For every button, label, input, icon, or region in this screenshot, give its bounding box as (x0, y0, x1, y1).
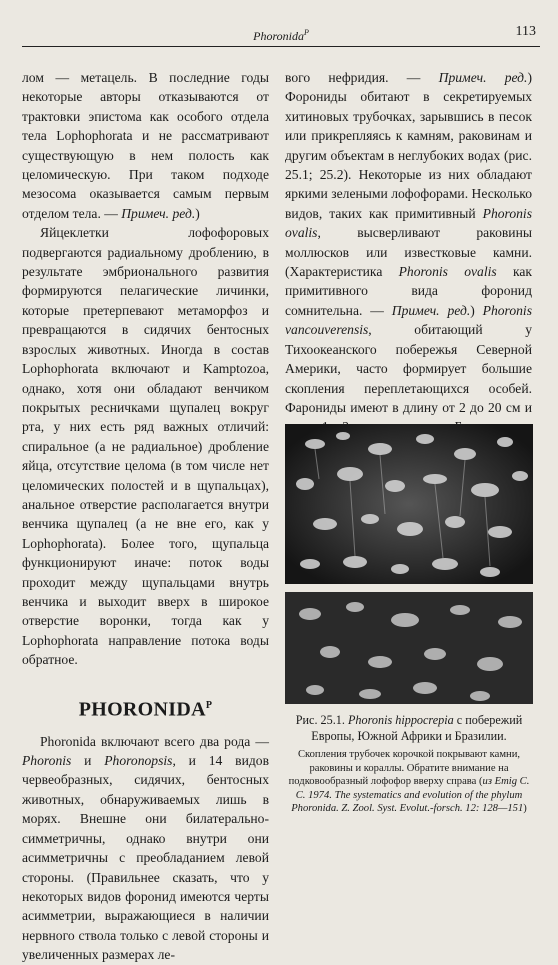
page-header (22, 24, 540, 47)
running-title (22, 28, 540, 44)
section-heading-text: PHORONIDA (78, 698, 206, 721)
paragraph-text: , обитающий у Тихоокеанского побережья Северной Америки, часто формирует большие скопления переплетающихся особей. Фарониды имеют в длину от 2 до 20 см и (285, 322, 532, 415)
species-name: Phoronis vancouverensis (285, 302, 532, 338)
figure-caption-text: с побережий Европы, Южной Африки и Бразилии. (311, 713, 523, 743)
species-name: Phoronis hippocrepia (347, 713, 454, 727)
paragraph-text: Phoronida включают всего два рода — (40, 733, 269, 749)
editor-note: Примеч. ред. (391, 302, 471, 318)
running-title-text: Phoronida (253, 29, 304, 43)
paragraph-text: ) (195, 205, 200, 221)
paragraph-continued (22, 68, 269, 223)
right-column (285, 68, 532, 456)
page-number: 113 (515, 24, 536, 39)
paragraph-text: и (71, 753, 105, 769)
paragraph-text: как примитивного вида форонид сомнительна. — (285, 264, 532, 318)
editor-note: Примеч. ред. (438, 70, 528, 85)
paragraph-text: , высверливают раковины моллюсков или известковые камни. (Характеристика (285, 225, 532, 280)
figure-note-text: Скопления трубочек корочкой покрывают камни, раковины и кораллы. Обратите внимание на подковообразный лофофор вверху справа ( (288, 749, 521, 788)
running-title-superscript: P (304, 28, 309, 37)
species-name: Phoronis ovalis (285, 205, 532, 241)
phoronid-lophophore-photo (285, 592, 533, 704)
paragraph-text: вого нефридия. — (285, 70, 439, 85)
section-heading (22, 696, 269, 720)
genus-name: Phoronopsis (104, 753, 173, 769)
paragraph-text: , и 14 видов червеобразных, сидячих, бентосных животных, обнаруживаемых лишь в морях. Внешне они билатерально-симметричны, однако внутри они асимметричны с преобладанием левой стороны. (Правильнее сказать, что у некоторых видов форонид имеются черты асимметрии, выражающиеся в наличии нервного ствола только с левой стороны и увеличенных размерах ле- (22, 753, 269, 963)
section-heading-superscript: P (205, 699, 213, 711)
figure-caption-text: Рис. 25.1. (295, 713, 348, 727)
figure-photo-lophophores (285, 592, 533, 704)
paragraph-text: ) Форониды обитают в секретируемых хитиновых трубочках, зарывшись в песок или прикрепляясь к камням, раковинам и другим объектам в неглубоких водах (рис. 25.1; 25.2). Некоторые из них обладают яркими зелеными лофофорами. Несколько видов, таких как примитивный (285, 70, 532, 221)
phoronid-colony-photo (285, 424, 533, 584)
figure-source-reference: из Emig C. C. 1974. The systematics and evolution of the phylum Phoronida. Z. Zool. Syst. Evolut.-forsch. 12: 128—151 (291, 776, 530, 815)
figure-photo-colony (285, 424, 533, 584)
figure-caption-note (285, 748, 533, 816)
paragraph-text: лом — метацель. В последние годы некоторые авторы отказываются от трактовки эпистома как особого отдела тела Lophophorata и не рассматривают существующую в нем полость как целомическую. При таком подходе мезосома оказывается самым первым отделом тела. — (22, 70, 269, 221)
editor-note: Примеч. ред. (121, 205, 196, 221)
left-column (22, 68, 269, 965)
species-name: Phoronis ovalis (398, 264, 497, 280)
paragraph-text: ) (470, 302, 483, 318)
genus-name: Phoronis (22, 753, 72, 769)
figure-note-text: ) (523, 803, 527, 815)
paragraph-development: Яйцеклетки лофофоровых подвергаются радиальному дроблению, в результате эмбрионального развития формируются пелагические личинки, которые претерпевают метаморфоз и превращаются в сидячих бентосных взрослых животных. Иногда в состав Lophophorata включают и Kamptozoa, однако, хотя они обладают венчиком покрытых ресничками щупалец вокруг рта, у них есть ряд важных отличий: спиральное (а не радиальное) дробление яйца, отсутствие целома (в том числе нет целомических полостей и в щупальцах), анальное отверстие располагается внутри венчика щупалец (а не вне его, как у Lophophorata). Более того, щупальца функционируют иначе: поток воды проходит между щупальцами внутрь венчика и выходит вверх в широкое отверстие воронки, тогда как у Lophophorata направление потока воды обратное. (22, 225, 269, 668)
figure-caption (285, 712, 533, 744)
paragraph-phoronida-intro (22, 732, 269, 965)
paragraph-habitat (285, 68, 532, 456)
